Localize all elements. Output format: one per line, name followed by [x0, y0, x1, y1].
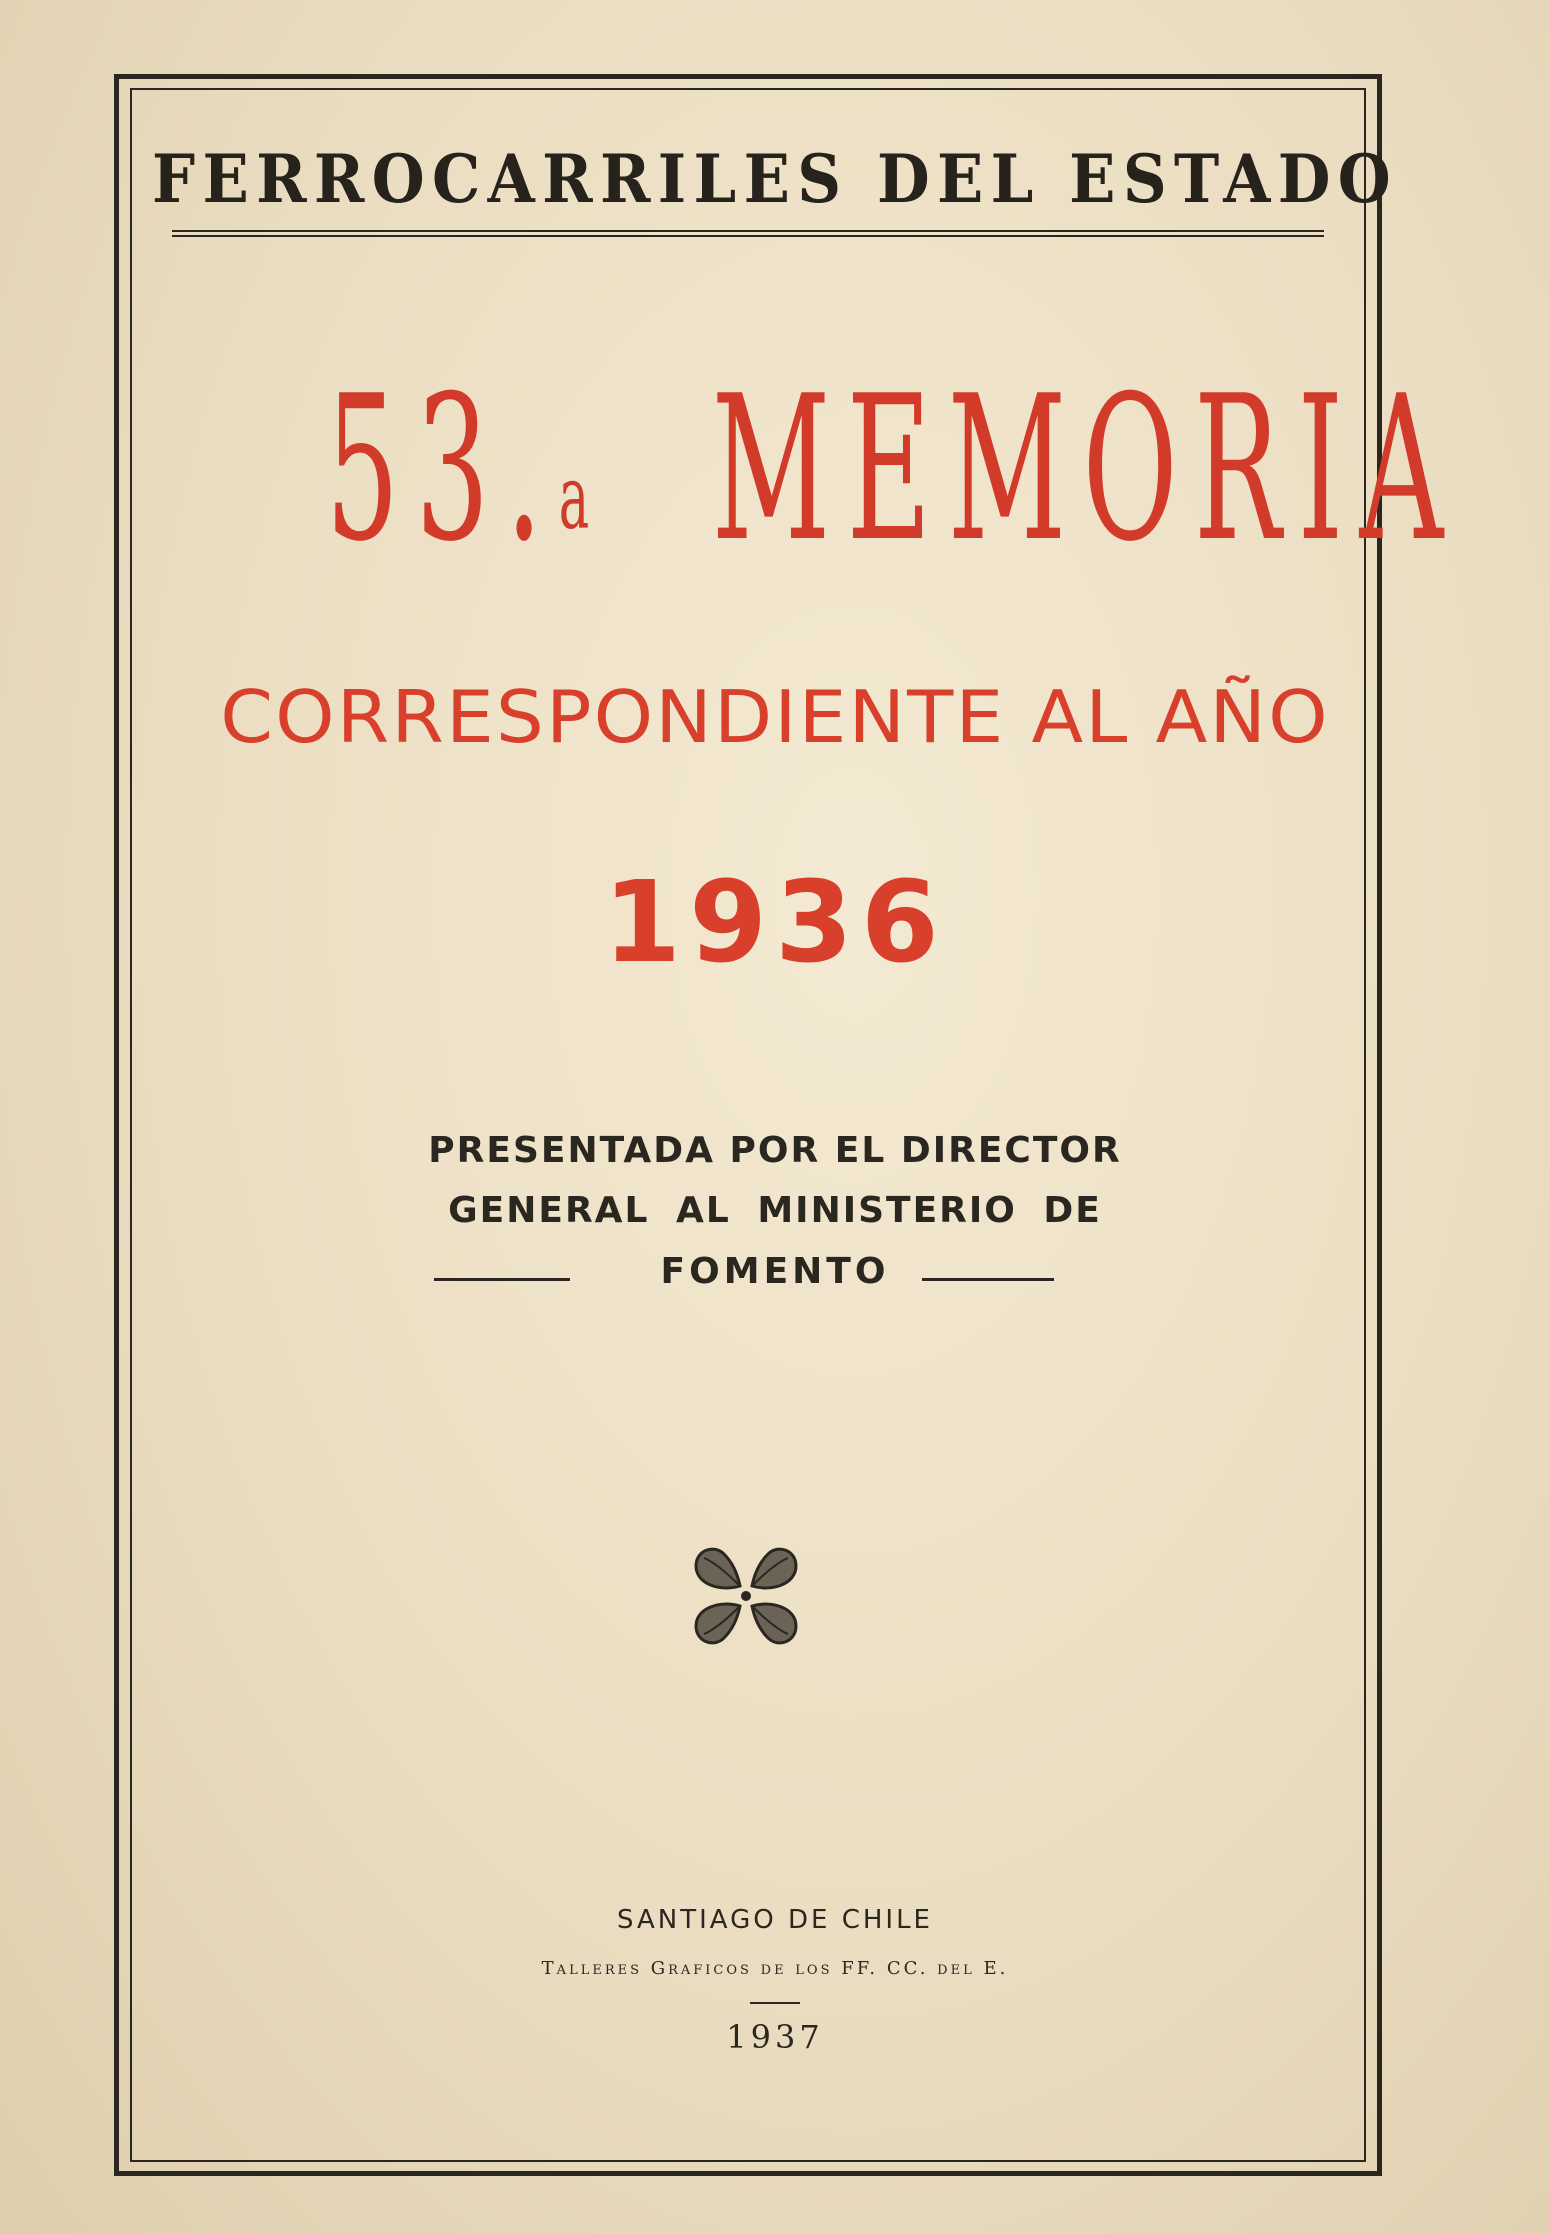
title-word: MEMORIA [711, 353, 1460, 586]
dash-rule-left [434, 1278, 570, 1281]
issuer-heading: FERROCARRILES DEL ESTADO [151, 140, 1398, 218]
dash-rule-right [922, 1278, 1054, 1281]
four-leaf-fleuron-icon [690, 1540, 802, 1652]
imprint-year: 1937 [726, 2018, 824, 2056]
imprint-rule [750, 2002, 800, 2004]
report-title [325, 353, 1460, 586]
presentation-line-3: FOMENTO [660, 1251, 890, 1292]
imprint-printer: Talleres Graficos de los FF. CC. del E. [541, 1958, 1009, 1979]
report-year: 1936 [603, 858, 947, 988]
subtitle: CORRESPONDIENTE AL AÑO [220, 675, 1330, 759]
title-ordinal: a [558, 446, 606, 549]
presentation-line-1: PRESENTADA POR EL DIRECTOR [428, 1130, 1122, 1171]
issuer-double-rule [172, 230, 1324, 237]
imprint-place: SANTIAGO DE CHILE [617, 1905, 933, 1935]
presentation-line-2: GENERAL AL MINISTERIO DE [448, 1190, 1102, 1231]
title-number: 53. [325, 353, 559, 586]
